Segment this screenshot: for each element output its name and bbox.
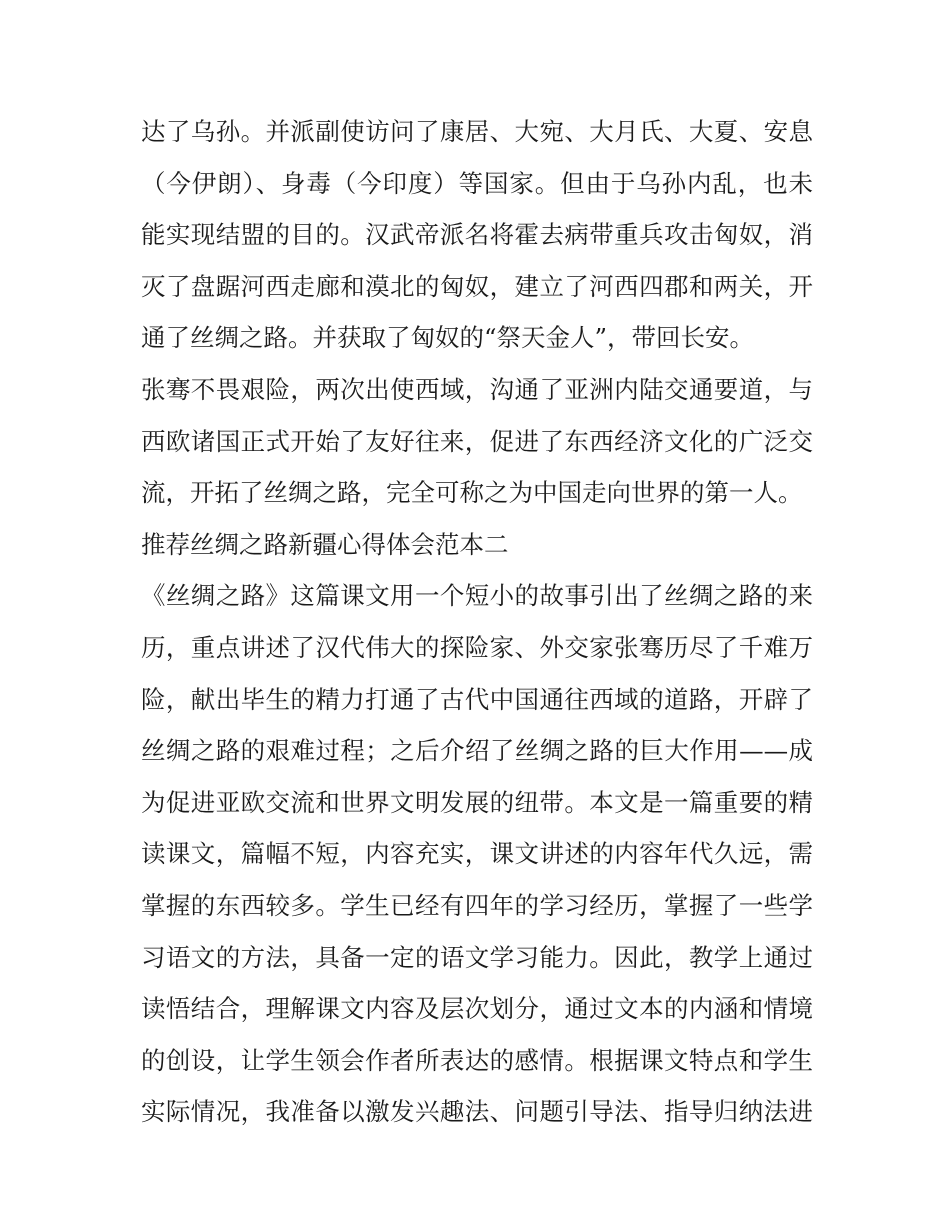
text-line: 流，开拓了丝绸之路，完全可称之为中国走向世界的第一人。	[141, 478, 803, 508]
text-line: 读悟结合，理解课文内容及层次划分，通过文本的内涵和情境	[141, 994, 813, 1024]
text-line: 西欧诸国正式开始了友好往来，促进了东西经济文化的广泛交	[141, 426, 813, 456]
text-line: 历，重点讲述了汉代伟大的探险家、外交家张骞历尽了千难万	[141, 632, 813, 662]
section-heading: 推荐丝绸之路新疆心得体会范本二	[141, 529, 509, 559]
text-line: 实际情况，我准备以激发兴趣法、问题引导法、指导归纳法进	[141, 1097, 813, 1127]
text-line: 丝绸之路的艰难过程；之后介绍了丝绸之路的巨大作用——成	[141, 736, 813, 766]
text-line: 习语文的方法，具备一定的语文学习能力。因此，教学上通过	[141, 942, 813, 972]
text-line: 通了丝绸之路。并获取了匈奴的“祭天金人”，带回长安。	[141, 323, 755, 353]
text-line: 掌握的东西较多。学生已经有四年的学习经历，掌握了一些学	[141, 890, 813, 920]
text-line: 能实现结盟的目的。汉武帝派名将霍去病带重兵攻击匈奴，消	[141, 220, 813, 250]
text-line: 张骞不畏艰险，两次出使西域，沟通了亚洲内陆交通要道，与	[141, 374, 813, 404]
text-line: 的创设，让学生领会作者所表达的感情。根据课文特点和学生	[141, 1045, 813, 1075]
text-line: 为促进亚欧交流和世界文明发展的纽带。本文是一篇重要的精	[141, 787, 813, 817]
text-line: （今伊朗）、身毒（今印度）等国家。但由于乌孙内乱，也未	[141, 168, 813, 198]
text-line: 灭了盘踞河西走廊和漠北的匈奴，建立了河西四郡和两关，开	[141, 271, 813, 301]
text-line: 达了乌孙。并派副使访问了康居、大宛、大月氏、大夏、安息	[141, 117, 813, 146]
document-body	[141, 106, 813, 1138]
text-line: 读课文，篇幅不短，内容充实，课文讲述的内容年代久远，需	[141, 839, 813, 869]
text-line: 《丝绸之路》这篇课文用一个短小的故事引出了丝绸之路的来	[141, 581, 813, 611]
text-line: 险，献出毕生的精力打通了古代中国通往西域的道路，开辟了	[141, 684, 813, 714]
